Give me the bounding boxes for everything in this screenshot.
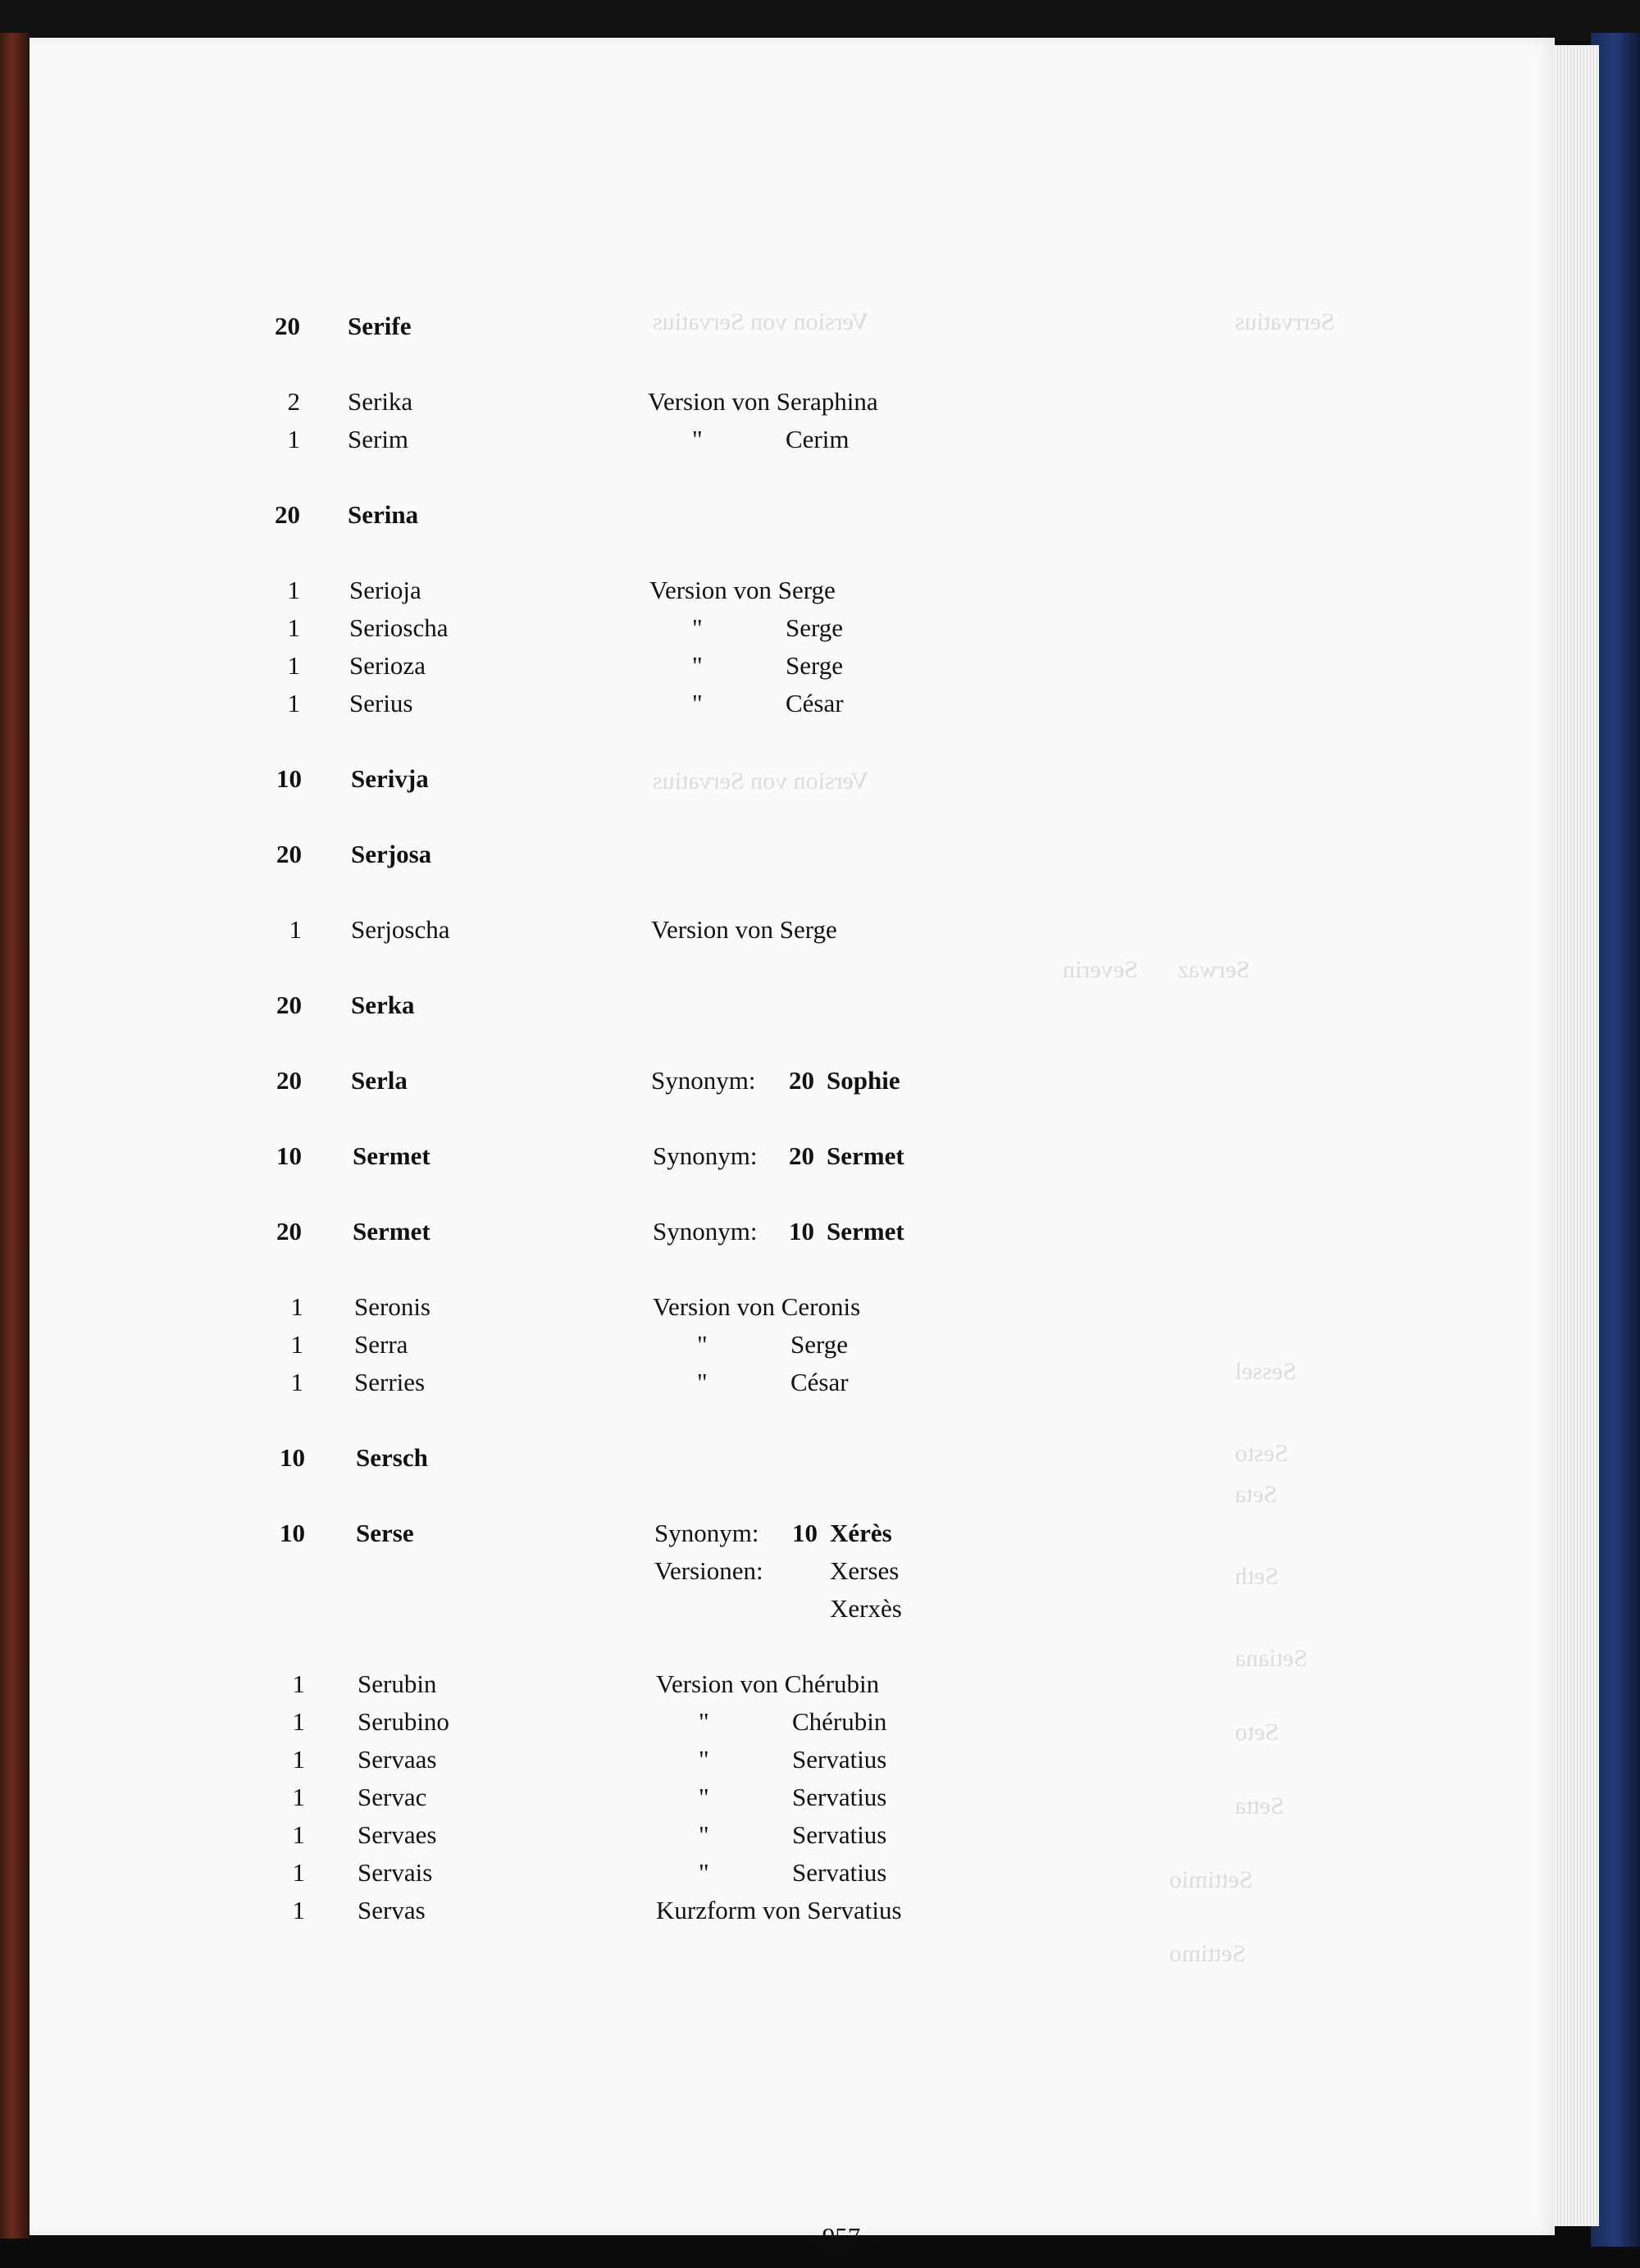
list-item bbox=[30, 1141, 1555, 1179]
entry-count: 1 bbox=[287, 425, 300, 453]
entry-name: Serla bbox=[351, 1066, 408, 1095]
synonym-count: 10 bbox=[792, 1519, 818, 1547]
book-spine bbox=[0, 33, 30, 2238]
entry-count: 20 bbox=[276, 991, 302, 1019]
entry-count: 1 bbox=[292, 1820, 305, 1849]
entry-count: 2 bbox=[287, 387, 300, 416]
entry-name: Serubino bbox=[358, 1707, 449, 1736]
entry-name: Servas bbox=[358, 1896, 426, 1924]
entry-name: Serra bbox=[354, 1330, 408, 1359]
list-item bbox=[30, 1858, 1555, 1896]
synonym-label: Synonym: bbox=[654, 1519, 759, 1547]
entry-name: Seronis bbox=[354, 1292, 430, 1321]
ditto-mark: " bbox=[699, 1820, 709, 1849]
entry-name: Serius bbox=[349, 689, 413, 717]
entry-name: Serse bbox=[356, 1519, 414, 1547]
entry-count: 20 bbox=[275, 500, 300, 529]
ditto-mark: " bbox=[697, 1330, 708, 1359]
list-item bbox=[30, 1066, 1555, 1104]
bleed-through-text: Setta bbox=[1235, 1792, 1284, 1819]
entry-name: Sersch bbox=[356, 1443, 428, 1472]
bleed-through-text: Serwaz bbox=[1178, 956, 1250, 983]
entry-note: Version von Serge bbox=[649, 576, 836, 604]
list-item bbox=[30, 651, 1555, 689]
ditto-mark: " bbox=[699, 1707, 709, 1736]
bleed-through-text: Severin bbox=[1063, 956, 1138, 983]
book-page bbox=[30, 38, 1555, 2251]
entry-name: Serioza bbox=[349, 651, 426, 680]
entry-name: Serim bbox=[348, 425, 409, 453]
entry-note: Version von Chérubin bbox=[656, 1669, 880, 1698]
list-item bbox=[30, 1820, 1555, 1858]
ditto-mark: " bbox=[692, 425, 703, 453]
entry-ref: Xerxès bbox=[830, 1594, 902, 1623]
entry-ref: César bbox=[790, 1368, 849, 1396]
entry-count: 1 bbox=[292, 1707, 305, 1736]
entry-count: 1 bbox=[287, 576, 300, 604]
list-item bbox=[30, 689, 1555, 726]
page-number: - 957 - bbox=[807, 2222, 876, 2251]
entry-name: Servaas bbox=[358, 1745, 437, 1774]
entry-name: Serka bbox=[351, 991, 415, 1019]
list-item bbox=[30, 1519, 1555, 1556]
entry-count: 20 bbox=[276, 840, 302, 868]
list-item bbox=[30, 387, 1555, 425]
synonym-label: Synonym: bbox=[653, 1217, 758, 1246]
synonym-label: Synonym: bbox=[651, 1066, 756, 1095]
entry-count: 20 bbox=[275, 312, 300, 340]
entry-count: 10 bbox=[280, 1443, 305, 1472]
entry-name: Serjoscha bbox=[351, 915, 450, 944]
entry-name: Sermet bbox=[353, 1217, 430, 1246]
entry-count: 10 bbox=[280, 1519, 305, 1547]
entry-count: 20 bbox=[276, 1217, 302, 1246]
ditto-mark: " bbox=[699, 1858, 709, 1887]
list-item bbox=[30, 764, 1555, 802]
entry-ref: Servatius bbox=[792, 1858, 887, 1887]
entry-name: Serioja bbox=[349, 576, 421, 604]
list-item bbox=[30, 1896, 1555, 1933]
bleed-through-text: Seta bbox=[1235, 1481, 1278, 1508]
entry-name: Serika bbox=[348, 387, 413, 416]
bleed-through-text: Sessel bbox=[1235, 1358, 1296, 1385]
bleed-through-text: Settimio bbox=[1169, 1866, 1253, 1893]
list-item bbox=[30, 1745, 1555, 1783]
synonym-name: Sophie bbox=[827, 1066, 900, 1095]
entry-note: Version von Ceronis bbox=[653, 1292, 861, 1321]
list-item bbox=[30, 500, 1555, 538]
synonym-count: 20 bbox=[789, 1066, 814, 1095]
ditto-mark: " bbox=[692, 689, 703, 717]
list-item bbox=[30, 1217, 1555, 1255]
list-item bbox=[30, 576, 1555, 613]
entry-count: 1 bbox=[292, 1896, 305, 1924]
entry-count: 1 bbox=[287, 689, 300, 717]
synonym-count: 10 bbox=[789, 1217, 814, 1246]
bleed-through-text: Version von Servatius bbox=[653, 767, 869, 795]
list-item bbox=[30, 425, 1555, 462]
entry-ref: Serge bbox=[786, 651, 844, 680]
entry-name: Serubin bbox=[358, 1669, 437, 1698]
ditto-mark: " bbox=[699, 1745, 709, 1774]
synonym-name: Sermet bbox=[827, 1217, 904, 1246]
book-cover-top bbox=[0, 0, 1640, 41]
entry-ref: César bbox=[786, 689, 844, 717]
list-item bbox=[30, 840, 1555, 877]
entry-ref: Servatius bbox=[792, 1820, 887, 1849]
list-item bbox=[30, 1707, 1555, 1745]
entry-count: 10 bbox=[276, 764, 302, 793]
entry-count: 10 bbox=[276, 1141, 302, 1170]
bleed-through-text: Serrvatius bbox=[1235, 308, 1335, 335]
ditto-mark: " bbox=[692, 651, 703, 680]
entry-ref: Serge bbox=[790, 1330, 849, 1359]
entry-name: Serjosa bbox=[351, 840, 432, 868]
versions-label: Versionen: bbox=[654, 1556, 763, 1585]
entry-count: 1 bbox=[290, 1368, 303, 1396]
entry-ref: Cerim bbox=[786, 425, 850, 453]
entry-count: 1 bbox=[290, 1330, 303, 1359]
list-item bbox=[30, 1330, 1555, 1368]
list-item bbox=[30, 1669, 1555, 1707]
entry-ref: Serge bbox=[786, 613, 844, 642]
entry-count: 1 bbox=[287, 613, 300, 642]
entry-name: Serioscha bbox=[349, 613, 449, 642]
list-item bbox=[30, 1556, 1555, 1594]
list-item bbox=[30, 991, 1555, 1028]
bleed-through-text: Seto bbox=[1235, 1719, 1279, 1746]
entry-count: 1 bbox=[290, 1292, 303, 1321]
entry-count: 1 bbox=[292, 1858, 305, 1887]
list-item bbox=[30, 1783, 1555, 1820]
list-item bbox=[30, 613, 1555, 651]
entry-name: Servaes bbox=[358, 1820, 437, 1849]
ditto-mark: " bbox=[697, 1368, 708, 1396]
entry-note: Version von Serge bbox=[651, 915, 837, 944]
entry-name: Serife bbox=[348, 312, 412, 340]
bleed-through-text: Sesto bbox=[1235, 1440, 1289, 1467]
bleed-through-text: Settimo bbox=[1169, 1940, 1246, 1967]
entry-ref: Servatius bbox=[792, 1783, 887, 1811]
entry-note: Kurzform von Servatius bbox=[656, 1896, 902, 1924]
entry-name: Sermet bbox=[353, 1141, 430, 1170]
list-item bbox=[30, 312, 1555, 349]
entry-name: Serina bbox=[348, 500, 419, 529]
list-item bbox=[30, 1368, 1555, 1405]
entry-name: Serivja bbox=[351, 764, 429, 793]
ditto-mark: " bbox=[699, 1783, 709, 1811]
entry-count: 20 bbox=[276, 1066, 302, 1095]
list-item bbox=[30, 1292, 1555, 1330]
entry-ref: Xerses bbox=[830, 1556, 900, 1585]
synonym-count: 20 bbox=[789, 1141, 814, 1170]
list-item bbox=[30, 1594, 1555, 1632]
bleed-through-text: Seth bbox=[1235, 1563, 1279, 1590]
entry-ref: Servatius bbox=[792, 1745, 887, 1774]
entry-count: 1 bbox=[289, 915, 302, 944]
entry-count: 1 bbox=[292, 1745, 305, 1774]
entry-count: 1 bbox=[292, 1783, 305, 1811]
ditto-mark: " bbox=[692, 613, 703, 642]
synonym-name: Xérès bbox=[830, 1519, 892, 1547]
synonym-name: Sermet bbox=[827, 1141, 904, 1170]
entry-name: Servac bbox=[358, 1783, 427, 1811]
entry-count: 1 bbox=[292, 1669, 305, 1698]
entry-name: Servais bbox=[358, 1858, 433, 1887]
list-item bbox=[30, 1443, 1555, 1481]
synonym-label: Synonym: bbox=[653, 1141, 758, 1170]
entry-name: Serries bbox=[354, 1368, 426, 1396]
entry-ref: Chérubin bbox=[792, 1707, 887, 1736]
bleed-through-text: Setiana bbox=[1235, 1645, 1308, 1672]
entry-note: Version von Seraphina bbox=[648, 387, 878, 416]
list-item bbox=[30, 915, 1555, 953]
bleed-through-text: Version von Servatius bbox=[653, 308, 869, 335]
entry-count: 1 bbox=[287, 651, 300, 680]
